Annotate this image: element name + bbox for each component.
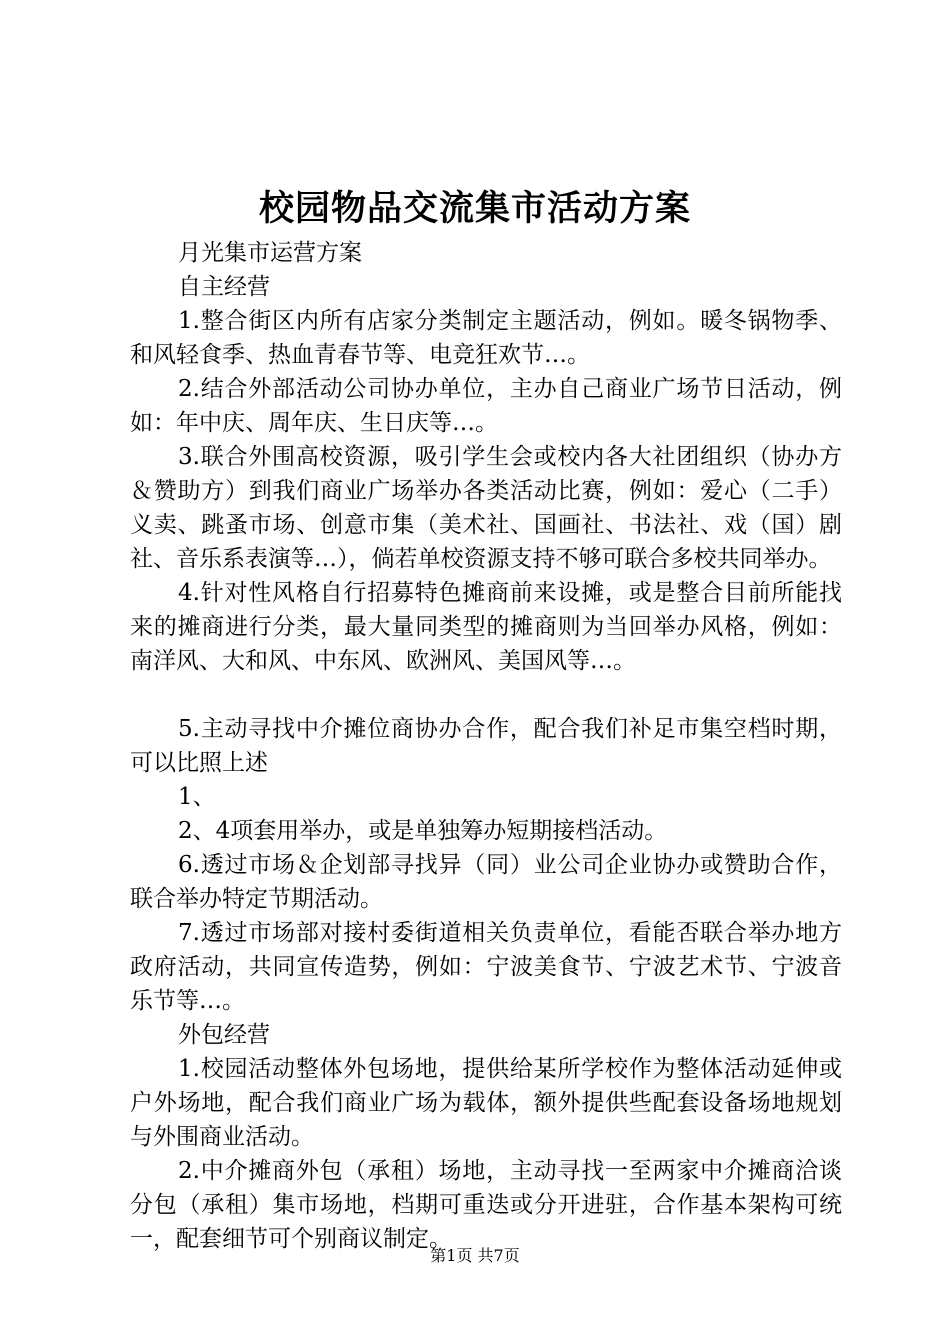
paragraph: 4.针对性风格自行招募特色摊商前来设摊，或是整合目前所能找来的摊商进行分类，最大量同类型的摊商则为当回举办风格，例如：南洋风、大和风、中东风、欧洲风、美国风等…。: [130, 580, 842, 674]
paragraph: 2.结合外部活动公司协办单位，主办自己商业广场节日活动，例如：年中庆、周年庆、生日庆等…。: [130, 376, 842, 436]
document-body: [130, 236, 842, 1256]
page-footer: 第1页 共7页: [430, 1246, 520, 1265]
paragraph: 3.联合外围高校资源，吸引学生会或校内各大社团组织（协办方＆赞助方）到我们商业广场举办各类活动比赛，例如：爱心（二手）义卖、跳蚤市场、创意市集（美术社、国画社、书法社、戏（国）剧社、音乐系表演等…），倘若单校资源支持不够可联合多校共同举办。: [130, 444, 842, 572]
blank-line: [130, 678, 842, 712]
paragraph: 7.透过市场部对接村委街道相关负责单位，看能否联合举办地方政府活动，共同宣传造势，例如：宁波美食节、宁波艺术节、宁波音乐节等…。: [130, 920, 842, 1014]
paragraph: 2、4项套用举办，或是单独筹办短期接档活动。: [178, 818, 668, 844]
paragraph: 6.透过市场＆企划部寻找异（同）业公司企业协办或赞助合作，联合举办特定节期活动。: [130, 852, 842, 912]
paragraph: 1、: [178, 784, 216, 810]
paragraph: 5.主动寻找中介摊位商协办合作，配合我们补足市集空档时期，可以比照上述: [130, 716, 842, 776]
paragraph: 1.整合街区内所有店家分类制定主题活动，例如。暖冬锅物季、和风轻食季、热血青春节等、电竞狂欢节…。: [130, 308, 842, 368]
document-title: 校园物品交流集市活动方案: [258, 188, 691, 229]
section-heading: 外包经营: [178, 1022, 270, 1048]
paragraph: 月光集市运营方案: [178, 240, 362, 266]
paragraph: 1.校园活动整体外包场地，提供给某所学校作为整体活动延伸或户外场地，配合我们商业广场为载体，额外提供些配套设备场地规划与外围商业活动。: [130, 1056, 842, 1150]
section-heading: 自主经营: [178, 274, 270, 300]
paragraph: 2.中介摊商外包（承租）场地，主动寻找一至两家中介摊商洽谈分包（承租）集市场地，档期可重迭或分开进驻，合作基本架构可统一，配套细节可个别商议制定。: [130, 1158, 842, 1252]
